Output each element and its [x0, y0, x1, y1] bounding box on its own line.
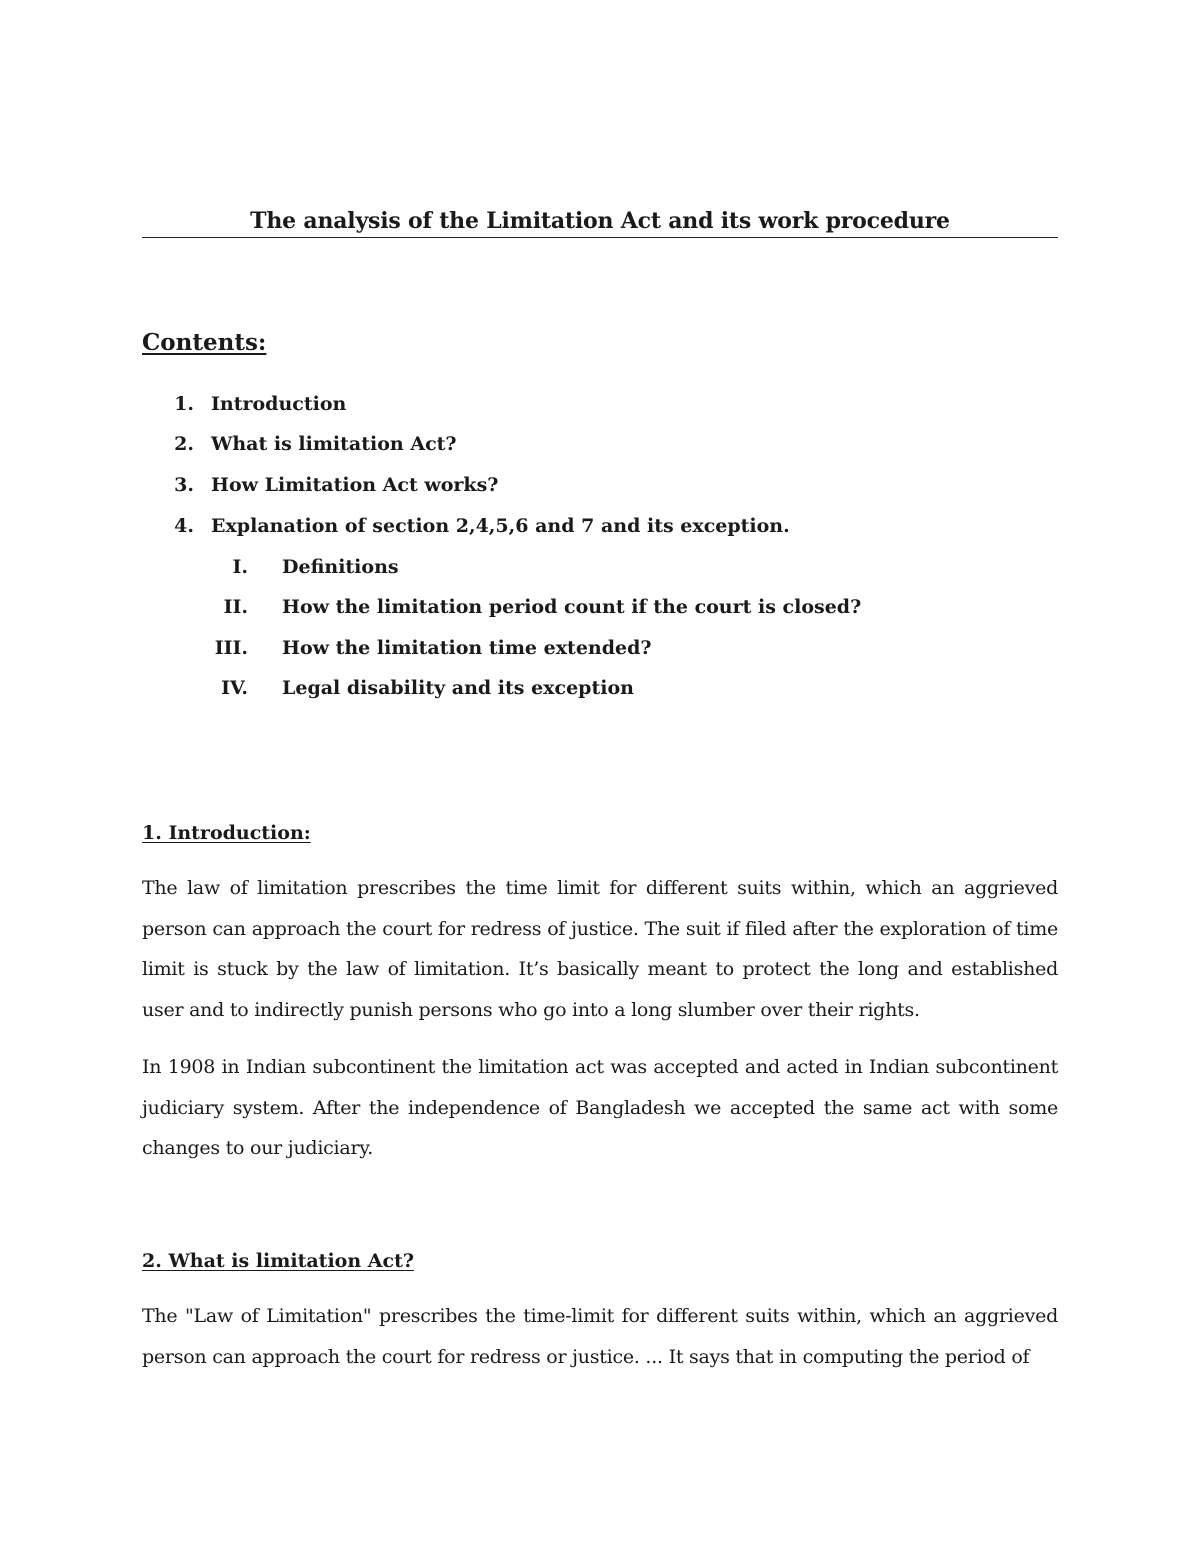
section-heading-introduction: 1. Introduction:: [142, 822, 311, 844]
toc-subitem-text: Definitions: [282, 556, 399, 578]
section-heading-what-is-limitation-act: 2. What is limitation Act?: [142, 1250, 414, 1272]
toc-item-text: Introduction: [211, 393, 347, 415]
paragraph: The law of limitation prescribes the time limit for different suits within, which an aggrieved person can approach the court for redress of justice. The suit if filed after the exploration of time limit is stuck by the law of limitation. It’s basically meant to protect the long and established user and to indirectly punish persons who go into a long slumber over their rights.: [142, 877, 1058, 1022]
toc-subitem-number: IV.: [221, 677, 248, 699]
toc-item-text: How Limitation Act works?: [211, 474, 499, 496]
toc-subitem-text: How the limitation time extended?: [282, 637, 652, 659]
toc-subitem-number: I.: [232, 556, 248, 578]
toc-item-number: 2.: [174, 433, 194, 455]
toc-subitem-text: How the limitation period count if the court is closed?: [282, 596, 862, 618]
contents-heading: Contents:: [142, 329, 267, 356]
document-title: The analysis of the Limitation Act and its work procedure: [250, 208, 950, 234]
toc-item-text: What is limitation Act?: [211, 433, 457, 455]
toc-subitem-number: III.: [214, 637, 248, 659]
toc-subitem-text: Legal disability and its exception: [282, 677, 634, 699]
title-underline: [142, 237, 1058, 238]
paragraph: The "Law of Limitation" prescribes the time-limit for different suits within, which an aggrieved person can approach the court for redress or justice. ... It says that in computing the period of: [142, 1305, 1058, 1368]
paragraph: In 1908 in Indian subcontinent the limitation act was accepted and acted in Indian subcontinent judiciary system. After the independence of Bangladesh we accepted the same act with some changes to our judiciary.: [142, 1056, 1058, 1160]
toc-item-number: 3.: [174, 474, 194, 496]
toc-item-number: 4.: [174, 515, 194, 537]
toc-item-text: Explanation of section 2,4,5,6 and 7 and its exception.: [211, 515, 790, 537]
toc-item-number: 1.: [174, 393, 194, 415]
toc-subitem-number: II.: [223, 596, 248, 618]
